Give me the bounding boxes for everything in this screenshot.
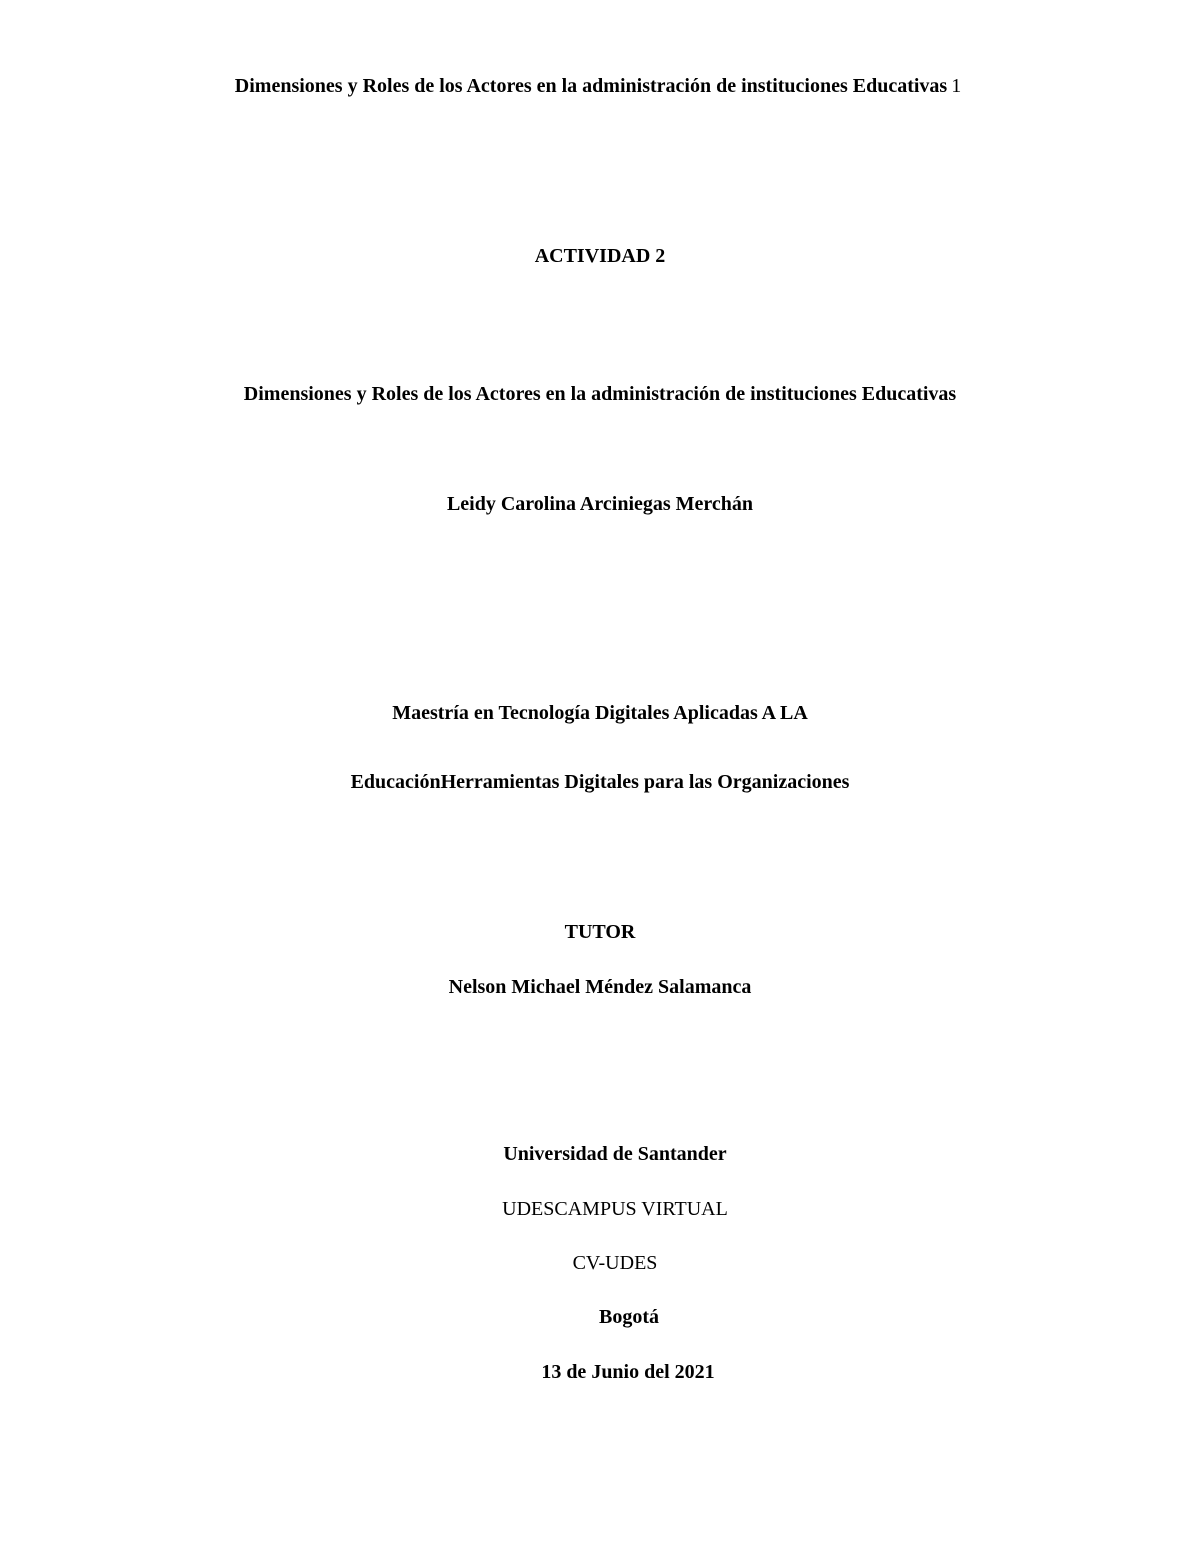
program-line-1: Maestría en Tecnología Digitales Aplicadas A LA: [392, 702, 808, 724]
submission-date: 13 de Junio del 2021: [541, 1361, 715, 1383]
page-number: 1: [951, 75, 962, 97]
program-line-2: EducaciónHerramientas Digitales para las Organizaciones: [350, 771, 850, 793]
running-header-title: Dimensiones y Roles de los Actores en la administración de instituciones Educativas: [234, 75, 948, 97]
campus-name: UDESCAMPUS VIRTUAL: [502, 1198, 728, 1220]
document-title: Dimensiones y Roles de los Actores en la administración de instituciones Educativas: [243, 383, 957, 405]
campus-code: CV-UDES: [572, 1252, 658, 1274]
tutor-label: TUTOR: [564, 921, 636, 943]
university-name: Universidad de Santander: [503, 1143, 727, 1165]
author-name: Leidy Carolina Arciniegas Merchán: [446, 493, 754, 515]
activity-heading: ACTIVIDAD 2: [534, 245, 666, 267]
running-header: [0, 74, 1200, 98]
city: Bogotá: [599, 1306, 659, 1328]
tutor-name: Nelson Michael Méndez Salamanca: [448, 976, 752, 998]
